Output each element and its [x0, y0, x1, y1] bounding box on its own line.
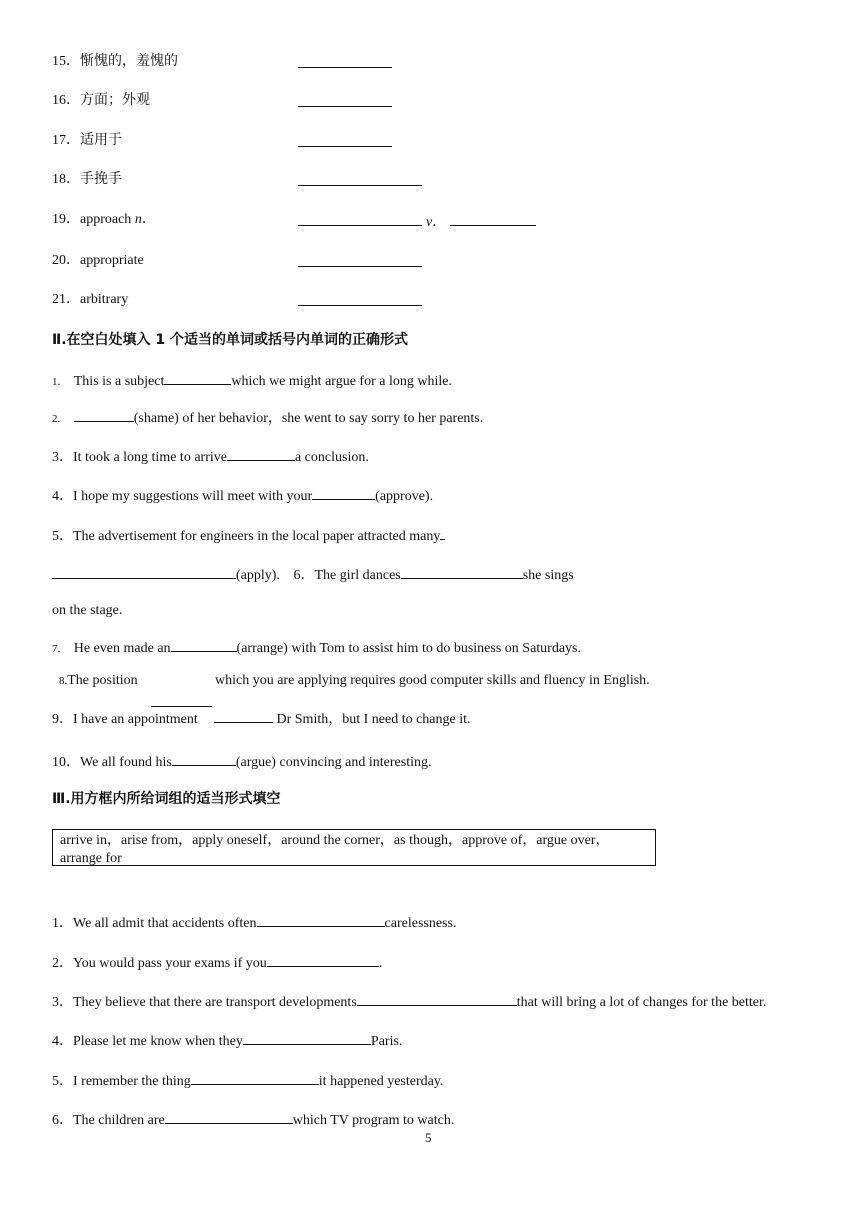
answer-blank[interactable]	[164, 370, 231, 385]
question-2-9	[52, 711, 198, 729]
item-prompt: arbitrary	[80, 292, 129, 307]
question-text: which TV program to watch.	[292, 1113, 455, 1128]
question-3-2	[52, 952, 382, 973]
question-text: Paris.	[370, 1034, 403, 1049]
answer-blank[interactable]	[171, 637, 237, 652]
question-text: Please let me know when they	[73, 1034, 243, 1049]
question-2-4	[52, 485, 433, 506]
item-number: 19．	[52, 212, 80, 227]
question-3-4	[52, 1030, 402, 1051]
question-3-6	[52, 1109, 454, 1130]
question-number: 5．	[52, 1074, 73, 1089]
question-2-5	[52, 525, 445, 546]
question-text: He even made an	[73, 641, 171, 656]
part-of-speech: v	[426, 215, 433, 230]
section-heading-3: Ⅲ.用方框内所给词组的适当形式填空	[52, 791, 281, 807]
answer-blank[interactable]	[227, 446, 295, 461]
question-text: We all admit that accidents often	[73, 916, 257, 931]
item-number: 17．	[52, 133, 80, 148]
question-number: 3．	[52, 450, 73, 465]
question-text: Dr Smith，but I need to change it.	[276, 712, 471, 727]
answer-blank[interactable]	[357, 991, 517, 1006]
answer-blank[interactable]	[214, 708, 273, 723]
page-number: 5	[425, 1130, 432, 1145]
question-text: The position	[67, 673, 138, 688]
question-number: 9．	[52, 712, 73, 727]
question-text: which we might argue for a long while.	[231, 374, 452, 389]
item-number: 15．	[52, 54, 80, 69]
question-3-5	[52, 1070, 443, 1091]
vocab-item-19	[52, 211, 156, 229]
question-number: 10．	[52, 755, 80, 770]
question-text: a conclusion.	[294, 450, 369, 465]
question-number: 1．	[52, 916, 73, 931]
item-number: 18．	[52, 172, 80, 187]
question-text: which you are applying requires good computer skills and fluency in English.	[215, 673, 650, 688]
item-number: 20．	[52, 253, 80, 268]
answer-blank[interactable]	[298, 53, 392, 68]
question-text: (shame) of her behavior，she went to say sorry to her parents.	[133, 411, 484, 426]
question-text: she sings	[522, 568, 574, 583]
question-2-1	[52, 370, 452, 391]
question-3-1	[52, 912, 456, 933]
question-number: 6．	[293, 568, 315, 583]
answer-blank[interactable]	[298, 171, 422, 186]
answer-blank[interactable]	[450, 211, 536, 226]
answer-blank[interactable]	[298, 211, 422, 226]
question-number: 2.	[52, 413, 61, 425]
answer-blank[interactable]	[151, 706, 212, 707]
question-text: I hope my suggestions will meet with your	[73, 489, 313, 504]
answer-blank[interactable]	[165, 1109, 293, 1124]
phrase-box: arrive in，arise from，apply oneself，around the corner，as though，approve of，argue over，arrange for	[52, 829, 656, 866]
vocab-item-20	[52, 252, 144, 270]
question-text: The advertisement for engineers in the local paper attracted many	[73, 529, 441, 544]
item-prompt: approach	[80, 212, 135, 227]
answer-blank[interactable]	[298, 132, 392, 147]
section-heading-2: Ⅱ.在空白处填入 1 个适当的单词或括号内单词的正确形式	[52, 332, 409, 348]
question-text: The children are	[73, 1113, 165, 1128]
question-text: that will bring a lot of changes for the better.	[516, 995, 767, 1010]
question-text: The girl dances	[314, 568, 401, 583]
question-text: .	[378, 956, 383, 971]
punctuation: ．	[432, 215, 447, 230]
vocab-item-21	[52, 291, 128, 309]
answer-blank[interactable]	[298, 291, 422, 306]
answer-blank[interactable]	[298, 92, 392, 107]
question-text: carelessness.	[384, 916, 457, 931]
question-text: It took a long time to arrive	[73, 450, 227, 465]
question-number: 1.	[52, 376, 61, 388]
answer-blank[interactable]	[52, 564, 236, 579]
question-text: (arrange) with Tom to assist him to do business on Saturdays.	[236, 641, 581, 656]
answer-blank[interactable]	[191, 1070, 319, 1085]
question-text: (argue) convincing and interesting.	[235, 755, 432, 770]
question-2-6-cont: on the stage.	[52, 603, 123, 618]
question-text: We all found his	[80, 755, 172, 770]
vocab-item-15	[52, 53, 178, 71]
item-number: 16．	[52, 93, 80, 108]
answer-blank[interactable]	[257, 912, 385, 927]
punctuation: ．	[141, 212, 156, 227]
question-number: 2．	[52, 956, 73, 971]
question-number: 8.	[59, 675, 68, 687]
item-prompt: 适用于	[80, 133, 122, 148]
question-text: They believe that there are transport developments	[73, 995, 357, 1010]
question-2-3	[52, 446, 369, 467]
question-2-7	[52, 637, 581, 658]
question-text: This is a subject	[73, 374, 165, 389]
question-3-3	[52, 991, 766, 1012]
answer-blank[interactable]	[267, 952, 379, 967]
question-number: 6．	[52, 1113, 73, 1128]
part-of-speech: n	[134, 212, 142, 227]
answer-blank-start	[440, 525, 445, 540]
answer-blank[interactable]	[172, 751, 236, 766]
vocab-item-16	[52, 92, 150, 110]
answer-blank[interactable]	[312, 485, 375, 500]
item-number: 21．	[52, 292, 80, 307]
answer-blank[interactable]	[74, 407, 134, 422]
question-text: (approve).	[375, 489, 434, 504]
question-2-5-6-line	[52, 564, 574, 585]
question-text: I have an appointment	[73, 712, 198, 727]
question-text: (apply).	[236, 568, 280, 583]
question-number: 7.	[52, 643, 61, 655]
vocab-item-17	[52, 132, 122, 150]
item-prompt: 手挽手	[80, 172, 122, 187]
answer-blank[interactable]	[401, 564, 523, 579]
question-2-2	[52, 407, 483, 428]
question-2-8	[59, 672, 138, 690]
answer-blank[interactable]	[298, 252, 422, 267]
question-2-10	[52, 751, 432, 772]
question-number: 4．	[52, 1034, 73, 1049]
vocab-item-18	[52, 171, 122, 189]
question-number: 5．	[52, 529, 73, 544]
question-text: it happened yesterday.	[318, 1074, 444, 1089]
question-number: 4．	[52, 489, 73, 504]
item-prompt: 惭愧的，羞愧的	[80, 54, 178, 69]
item-prompt: 方面；外观	[80, 93, 150, 108]
item-prompt: appropriate	[80, 253, 144, 268]
answer-blank[interactable]	[243, 1030, 371, 1045]
question-text: I remember the thing	[73, 1074, 191, 1089]
question-text: You would pass your exams if you	[73, 956, 267, 971]
question-number: 3．	[52, 995, 73, 1010]
